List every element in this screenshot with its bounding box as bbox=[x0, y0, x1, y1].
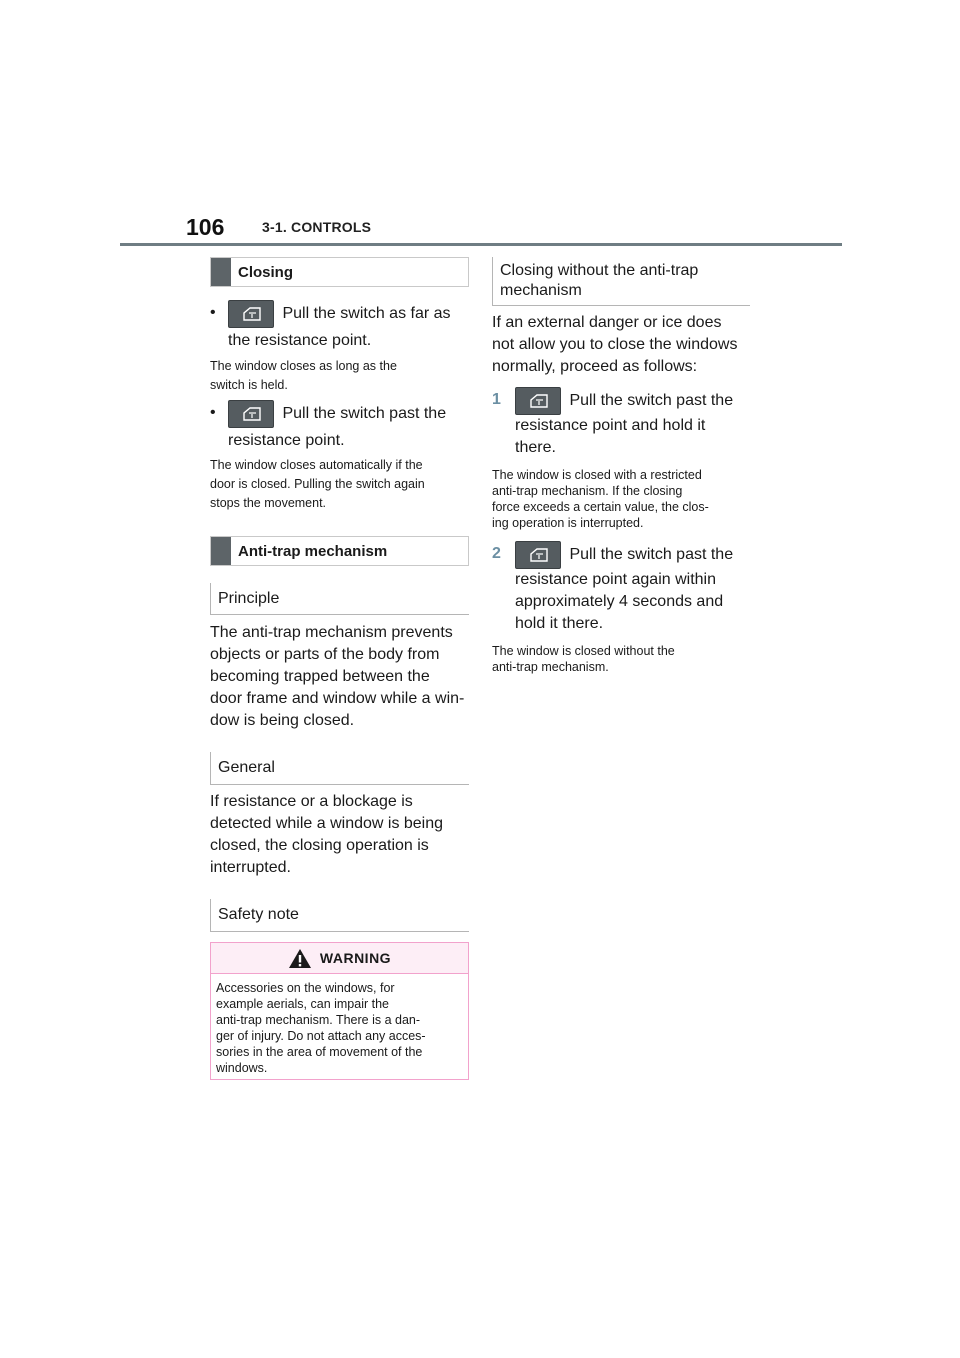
note-line: The window closes automatically if the bbox=[210, 458, 423, 472]
warning-line: sories in the area of movement of the bbox=[216, 1045, 423, 1059]
paragraph-line: objects or parts of the body from bbox=[210, 646, 440, 663]
paragraph-line: becoming trapped between the bbox=[210, 668, 430, 685]
instruction-text: the resistance point. bbox=[228, 332, 372, 349]
note-line: The window is closed with a restricted bbox=[492, 468, 702, 482]
warning-line: windows. bbox=[216, 1061, 268, 1075]
paragraph-line: detected while a window is being bbox=[210, 815, 444, 832]
warning-line: Accessories on the windows, for bbox=[216, 981, 395, 995]
list-item bbox=[210, 300, 469, 354]
warning-line: anti-trap mechanism. There is a dan- bbox=[216, 1013, 421, 1027]
chapter-title: 3-1. CONTROLS bbox=[262, 219, 372, 235]
instruction-text: resistance point and hold it bbox=[515, 417, 706, 434]
note bbox=[492, 467, 750, 531]
section-bar bbox=[211, 258, 231, 286]
section-bar bbox=[211, 537, 231, 565]
step-number: 2 bbox=[492, 545, 501, 562]
note-line: door is closed. Pulling the switch again bbox=[210, 477, 425, 491]
window-switch-icon bbox=[515, 541, 561, 569]
subheading-safety-note: Safety note bbox=[210, 899, 469, 932]
list-item-content bbox=[228, 300, 451, 354]
subheading-closing-without-anti-trap bbox=[492, 257, 750, 306]
warning-line: example aerials, can impair the bbox=[216, 997, 389, 1011]
note bbox=[492, 643, 750, 675]
bullet: • bbox=[210, 304, 216, 321]
paragraph-line: dow is being closed. bbox=[210, 712, 355, 729]
step-number: 1 bbox=[492, 391, 501, 408]
note-line: anti-trap mechanism. If the closing bbox=[492, 484, 683, 498]
note-line: ing operation is interrupted. bbox=[492, 516, 644, 530]
paragraph-line: closed, the closing operation is bbox=[210, 837, 429, 854]
note bbox=[210, 456, 469, 513]
subheading-principle: Principle bbox=[210, 583, 469, 615]
warning-label: WARNING bbox=[319, 950, 392, 966]
instruction-text: Pull the switch past the bbox=[569, 392, 734, 410]
instruction-text: approximately 4 seconds and bbox=[515, 593, 724, 610]
note bbox=[210, 357, 469, 395]
list-item bbox=[210, 400, 469, 454]
warning-line: ger of injury. Do not attach any acces- bbox=[216, 1029, 426, 1043]
instruction-text: Pull the switch as far as bbox=[282, 305, 451, 323]
step-content bbox=[515, 541, 733, 635]
instruction-text: there. bbox=[515, 439, 556, 456]
instruction-text: Pull the switch past the bbox=[569, 546, 734, 564]
intro-paragraph bbox=[492, 312, 750, 378]
step-item bbox=[492, 387, 750, 459]
page-number: 106 bbox=[186, 214, 225, 240]
note-line: stops the movement. bbox=[210, 496, 327, 510]
section-heading-anti-trap bbox=[210, 536, 469, 566]
list-item-content bbox=[228, 400, 446, 454]
section-title: Anti-trap mechanism bbox=[238, 542, 388, 560]
note-line: switch is held. bbox=[210, 378, 288, 392]
section-title: Closing bbox=[238, 263, 293, 281]
warning-triangle-icon bbox=[288, 948, 312, 969]
note-line: The window closes as long as the bbox=[210, 359, 397, 373]
warning-box bbox=[210, 942, 469, 1080]
instruction-text: Pull the switch past the bbox=[282, 405, 447, 423]
paragraph-line: If resistance or a blockage is bbox=[210, 793, 413, 810]
note-line: force exceeds a certain value, the clos- bbox=[492, 500, 709, 514]
header-rule bbox=[120, 243, 842, 246]
heading-line: Closing without the anti-trap bbox=[500, 262, 699, 279]
step-content bbox=[515, 387, 733, 459]
instruction-text: resistance point. bbox=[228, 432, 345, 449]
step-item bbox=[492, 541, 750, 635]
principle-paragraph bbox=[210, 622, 469, 732]
warning-header bbox=[211, 943, 468, 974]
window-switch-icon bbox=[228, 400, 274, 428]
warning-body bbox=[211, 974, 468, 1082]
paragraph-line: If an external danger or ice does bbox=[492, 314, 722, 331]
section-heading-closing bbox=[210, 257, 469, 287]
subheading-general: General bbox=[210, 752, 469, 785]
bullet: • bbox=[210, 404, 216, 421]
paragraph-line: interrupted. bbox=[210, 859, 291, 876]
heading-line: mechanism bbox=[500, 282, 582, 299]
paragraph-line: normally, proceed as follows: bbox=[492, 358, 698, 375]
paragraph-line: door frame and window while a win- bbox=[210, 690, 465, 707]
paragraph-line: not allow you to close the windows bbox=[492, 336, 738, 353]
note-line: anti-trap mechanism. bbox=[492, 660, 609, 674]
general-paragraph bbox=[210, 791, 469, 879]
paragraph-line: The anti-trap mechanism prevents bbox=[210, 624, 453, 641]
instruction-text: resistance point again within bbox=[515, 571, 717, 588]
window-switch-icon bbox=[515, 387, 561, 415]
instruction-text: hold it there. bbox=[515, 615, 604, 632]
note-line: The window is closed without the bbox=[492, 644, 675, 658]
window-switch-icon bbox=[228, 300, 274, 328]
